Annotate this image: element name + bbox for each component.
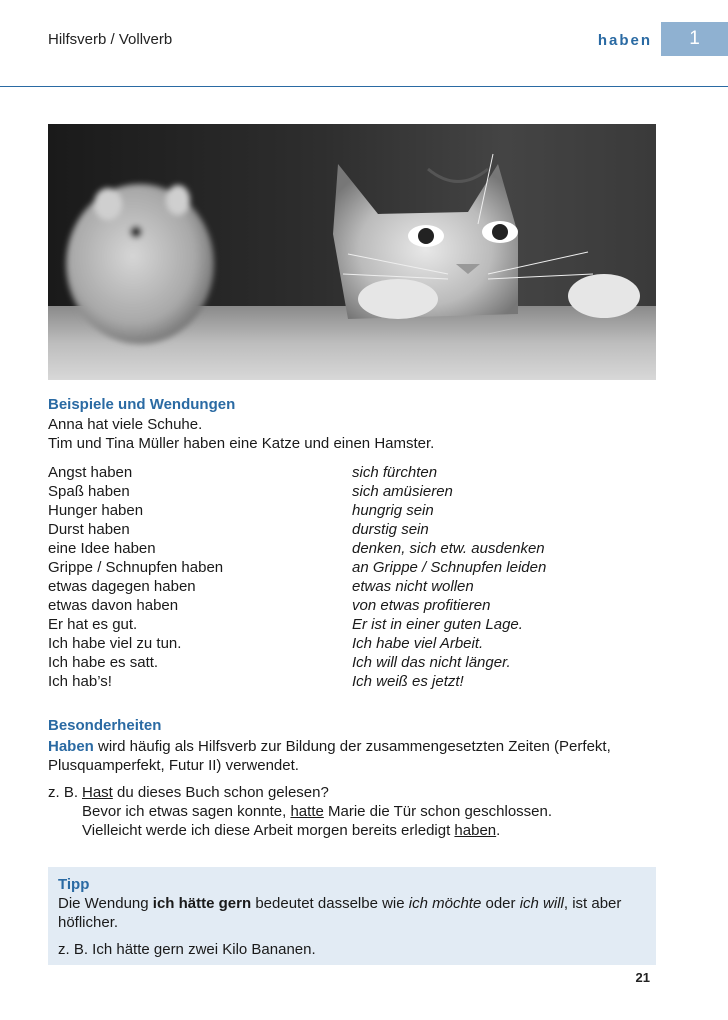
specials-text-line1: wird häufig als Hilfsverb zur Bildung der zusammengesetzten Zeiten (Perfekt,: [93, 738, 611, 755]
tip-text-part: bedeutet dasselbe wie: [251, 895, 409, 912]
phrase-expression: etwas davon haben: [48, 597, 179, 614]
tip-bold-phrase: ich hätte gern: [152, 895, 252, 912]
phrase-row: [48, 520, 648, 539]
example-text: du dieses Buch schon gelesen?: [112, 784, 329, 801]
phrase-row: [48, 615, 648, 634]
phrase-meaning: denken, sich etw. ausdenken: [352, 540, 545, 557]
phrase-expression: Ich hab’s!: [48, 673, 112, 690]
underlined-verb: haben: [454, 822, 497, 839]
example-text: Vielleicht werde ich diese Arbeit morgen bereits erledigt: [82, 822, 455, 839]
phrase-expression: Spaß haben: [48, 483, 130, 500]
specials-heading: Besonderheiten: [48, 717, 162, 734]
phrase-meaning: hungrig sein: [352, 502, 434, 519]
example-line: [82, 784, 329, 801]
examples-heading: Beispiele und Wendungen: [48, 396, 236, 413]
example-sentence: Tim und Tina Müller haben eine Katze und einen Hamster.: [48, 435, 435, 452]
phrase-meaning: von etwas profitieren: [352, 597, 491, 614]
running-header-word: haben: [597, 32, 652, 49]
phrase-list: [48, 463, 648, 691]
phrase-expression: Hunger haben: [48, 502, 144, 519]
example-sentence: Anna hat viele Schuhe.: [48, 416, 203, 433]
specials-lead-word: Haben: [48, 738, 94, 755]
example-label: z. B.: [48, 784, 79, 801]
phrase-row: [48, 672, 648, 691]
phrase-meaning: Er ist in einer guten Lage.: [352, 616, 523, 633]
phrase-row: [48, 501, 648, 520]
page-number: 21: [635, 970, 650, 985]
example-text: .: [496, 822, 501, 839]
specials-text-line2: Plusquamperfekt, Futur II) verwendet.: [48, 757, 299, 774]
tip-text-part: , ist aber höflicher.: [58, 895, 622, 931]
phrase-meaning: Ich weiß es jetzt!: [352, 673, 464, 690]
phrase-expression: Ich habe es satt.: [48, 654, 159, 671]
phrase-row: [48, 463, 648, 482]
example-text: Marie die Tür schon geschlossen.: [323, 803, 553, 820]
tip-italic-phrase: ich möchte: [408, 895, 482, 912]
phrase-meaning: etwas nicht wollen: [352, 578, 474, 595]
underlined-verb: hatte: [290, 803, 324, 820]
phrase-row: [48, 577, 648, 596]
example-text: Bevor ich etwas sagen konnte,: [82, 803, 291, 820]
tip-text-part: oder: [481, 895, 520, 912]
phrase-meaning: Ich will das nicht länger.: [352, 654, 511, 671]
tip-italic-phrase: ich will: [519, 895, 564, 912]
example-line: [82, 803, 552, 820]
specials-text: [48, 737, 611, 756]
phrase-meaning: durstig sein: [352, 521, 429, 538]
phrase-expression: etwas dagegen haben: [48, 578, 196, 595]
phrase-expression: Angst haben: [48, 464, 133, 481]
phrase-row: [48, 539, 648, 558]
tip-box: [48, 867, 656, 965]
phrase-row: [48, 482, 648, 501]
phrase-expression: Grippe / Schnupfen haben: [48, 559, 224, 576]
tip-example: z. B. Ich hätte gern zwei Kilo Bananen.: [58, 941, 316, 958]
phrase-meaning: sich fürchten: [352, 464, 438, 481]
underlined-verb: Hast: [82, 784, 113, 801]
phrase-row: [48, 596, 648, 615]
phrase-row: [48, 558, 648, 577]
photo-hamster-and-cat: [48, 124, 656, 380]
phrase-row: [48, 653, 648, 672]
phrase-meaning: an Grippe / Schnupfen leiden: [352, 559, 547, 576]
phrase-expression: Ich habe viel zu tun.: [48, 635, 182, 652]
running-header-section: Hilfsverb / Vollverb: [48, 31, 173, 48]
phrase-expression: Durst haben: [48, 521, 130, 538]
phrase-row: [48, 634, 648, 653]
tip-text-part: Die Wendung: [58, 895, 153, 912]
header-divider: [0, 86, 728, 87]
phrase-meaning: sich amüsieren: [352, 483, 453, 500]
phrase-meaning: Ich habe viel Arbeit.: [352, 635, 484, 652]
tip-title: Tipp: [58, 876, 90, 893]
tip-text: [58, 894, 648, 932]
phrase-expression: Er hat es gut.: [48, 616, 138, 633]
phrase-expression: eine Idee haben: [48, 540, 156, 557]
chapter-number-box: 1: [661, 22, 728, 56]
example-line: [82, 822, 500, 839]
